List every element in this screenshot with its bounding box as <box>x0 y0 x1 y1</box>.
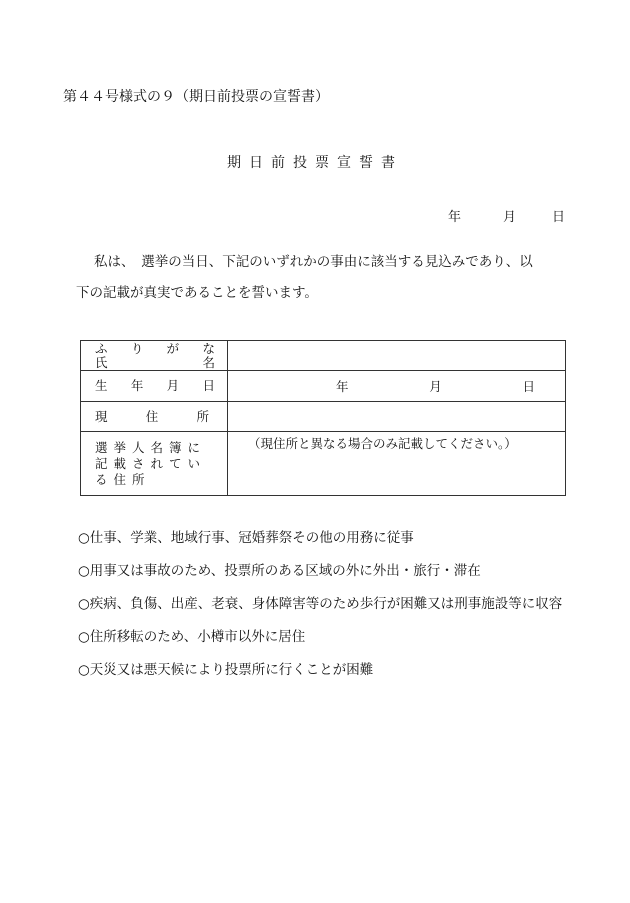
name-field[interactable] <box>228 341 566 371</box>
birthdate-label: 生 年 月 日 <box>95 378 215 393</box>
registered-address-label: 選挙人名簿に 記載されてい る住所 <box>81 432 228 496</box>
declaration-text <box>76 247 568 309</box>
birth-year-label: 年 <box>336 379 349 394</box>
form-number: 第４４号様式の９（期日前投票の宣誓書） <box>63 89 329 105</box>
birthdate-field[interactable] <box>228 371 566 402</box>
registered-address-field[interactable] <box>228 432 566 496</box>
name-row <box>81 341 566 371</box>
reason-item[interactable]: ○天災又は悪天候により投票所に行くことが困難 <box>78 662 374 678</box>
reason-item[interactable]: ○用事又は事故のため、投票所のある区域の外に外出・旅行・滞在 <box>78 563 481 579</box>
birth-day-label: 日 <box>522 379 535 394</box>
address-row <box>81 402 566 432</box>
date-line <box>448 206 565 225</box>
birthdate-label-cell <box>81 371 228 402</box>
birth-month-label: 月 <box>429 379 442 394</box>
birthdate-row <box>81 371 566 402</box>
address-label: 現 住 所 <box>95 408 209 424</box>
date-year-label: 年 <box>447 210 461 225</box>
declaration-line-2: 下の記載が真実であることを誓います。 <box>76 285 318 301</box>
name-label: 氏 名 <box>95 354 215 370</box>
date-month-label: 月 <box>502 210 516 225</box>
voter-info-table <box>80 340 566 496</box>
address-label-cell <box>81 402 228 432</box>
date-day-label: 日 <box>551 210 565 225</box>
name-label-cell <box>81 341 228 371</box>
address-field[interactable] <box>228 402 566 432</box>
reason-item[interactable]: ○住所移転のため、小樽市以外に居住 <box>78 629 306 645</box>
registered-address-note: （現住所と異なる場合のみ記載してください。） <box>248 436 517 451</box>
reasons-list <box>78 528 578 693</box>
document-title: 期日前投票宣誓書 <box>227 155 403 171</box>
declaration-line-1: 私は、 選挙の当日、下記のいずれかの事由に該当する見込みであり、以 <box>94 254 533 270</box>
registered-address-row <box>81 432 566 496</box>
reason-item[interactable]: ○仕事、学業、地域行事、冠婚葬祭その他の用務に従事 <box>78 530 414 546</box>
furigana-label: ふ り が な <box>95 340 215 356</box>
reason-item[interactable]: ○疾病、負傷、出産、老衰、身体障害等のため歩行が困難又は刑事施設等に収容 <box>78 596 563 612</box>
